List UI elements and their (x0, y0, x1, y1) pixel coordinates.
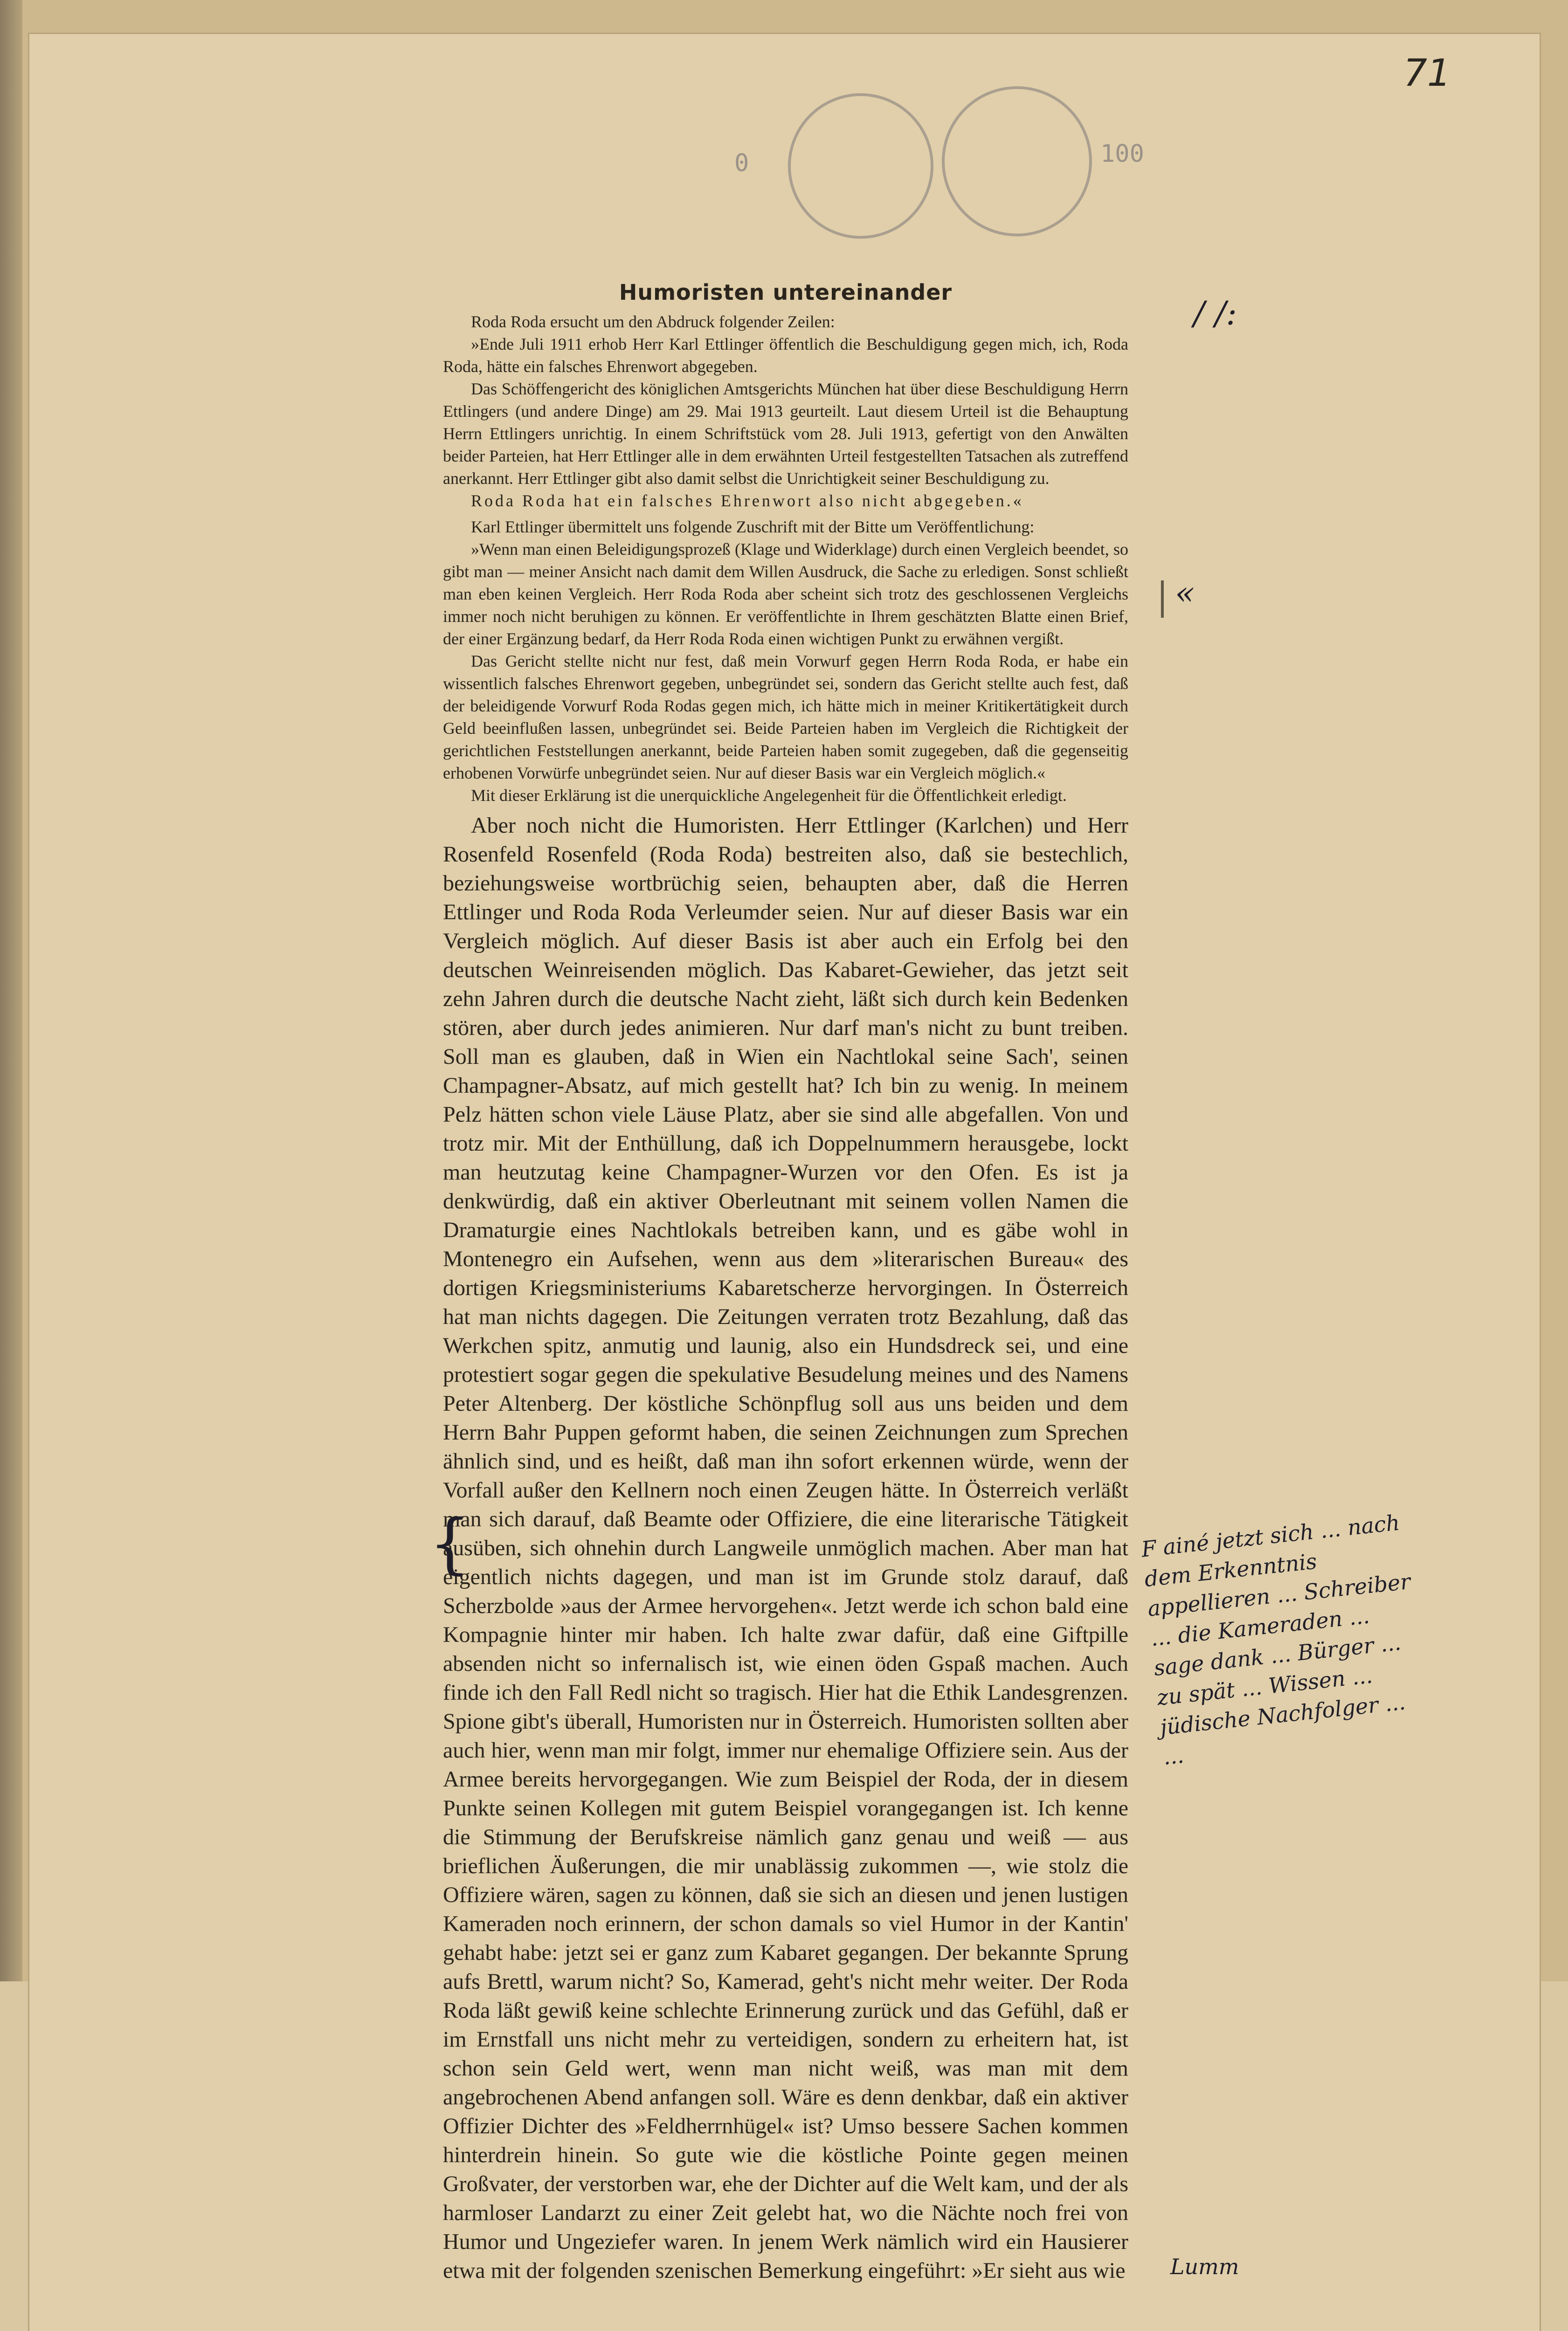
article-paragraph: Roda Roda hat ein falsches Ehrenwort also nicht abgegeben.« (471, 491, 1024, 510)
article-paragraph: »Ende Juli 1911 erhob Herr Karl Ettlinger öffentlich die Beschuldigung gegen mich, ich, Roda Roda, hätte ein falsches Ehrenwort abgegeben. (443, 335, 1128, 376)
article-paragraph: Das Schöffengericht des königlichen Amtsgerichts München hat über diese Beschuldigung Herrn Ettlingers (und andere Dinge) am 29. Mai 1913 geurteilt. Laut diesem Urteil ist die Behauptung Herrn Ettlingers unrichtig. In einem Schriftstück vom 28. Juli 1913, gefertigt von den Anwälten beider Parteien, hat Herr Ettlinger alle in dem erwähnten Urteil festgestellten Tatsachen als zutreffend anerkannt. Herr Ettlinger gibt also damit selbst die Unrichtigkeit seiner Beschuldigung zu. (443, 379, 1128, 488)
article-paragraph: Karl Ettlinger übermittelt uns folgende Zuschrift mit der Bitte um Veröffentlichung: (471, 517, 1035, 536)
article-paragraph: Roda Roda ersucht um den Abdruck folgender Zeilen: (471, 312, 835, 331)
stamp-left-text: 0 (734, 149, 749, 177)
stamp-right-text: 100 (1100, 140, 1144, 168)
margin-note-mid: « (1175, 574, 1195, 612)
article-paragraph: Mit dieser Erklärung ist die unerquickliche Angelegenheit für die Öffentlichkeit erledigt. (471, 786, 1067, 805)
postmark-stamp-left (788, 93, 933, 239)
article-paragraph: »Wenn man einen Beleidigungsprozeß (Klage und Widerklage) durch einen Vergleich beendet, so gibt man — meiner Ansicht nach damit dem Willen Ausdruck, die Sache zu erledigen. Sonst schließt man eben keinen Vergleich. Herr Roda Roda aber scheint sich trotz des geschlossenen Vergleichs immer noch nicht beruhigen zu können. Er veröffentlichte in Ihrem geschätzten Blatte einen Brief, der einer Ergänzung bedarf, da Herr Roda Roda einen wichtigen Punkt zu erwähnen vergißt. (443, 540, 1128, 648)
pencil-mark (1161, 580, 1164, 618)
margin-note-long: F ainé jetzt sich ... nach dem Erkenntnis appellieren ... Schreiber ... die Kameraden ... sage dank ... Bürger ... zu spät ... Wissen ... jüdische Nachfolger ... ... (1140, 1510, 1412, 1770)
article-paragraph: Aber noch nicht die Humoristen. Herr Ettlinger (Karlchen) und Herr Rosenfeld Rosenfeld (Roda Roda) bestreiten also, daß sie bestechlich, beziehungsweise wortbrüchig seien, behaupten aber, daß die Herren Ettlinger und Roda Roda Verleumder seien. Nur auf dieser Basis war ein Vergleich möglich. Auf dieser Basis ist aber auch ein Erfolg bei den deutschen Weinreisenden möglich. Das Kabaret-Gewieher, das jetzt seit zehn Jahren durch die deutsche Nacht zieht, läßt sich durch kein Bedenken stören, aber durch jedes animieren. Nur darf man's nicht zu bunt treiben. Soll man es glauben, daß in Wien ein Nachtlokal seine Sach', seinen Champagner-Absatz, auf mich gestellt hat? Ich bin zu wenig. In meinem Pelz hätten schon viele Läuse Platz, aber sie sind alle abgefallen. Von und trotz mir. Mit der Enthüllung, daß ich Doppelnummern herausgebe, lockt man heutzutag keine Champagner-Wurzen vor den Ofen. Es ist ja denkwürdig, daß ein aktiver Oberleutnant mit seinem vollen Namen die Dramaturgie eines Nachtlokals betreiben kann, und es gäbe wohl in Montenegro ein Aufsehen, wenn aus dem »literarischen Bureau« des dortigen Kriegsministeriums Kabaretscherze hervorgingen. In Österreich hat man nichts dagegen. Die Zeitungen verraten trotz Bezahlung, daß das Werkchen spitz, anmutig und launig, also ein Hundsdreck sei, und eine protestiert sogar gegen die spekulative Besudelung meines und des Namens Peter Altenberg. Der köstliche Schönpflug soll aus uns beiden und dem Herrn Bahr Puppen geformt haben, die seinen Zeichnungen zum Sprechen ähnlich sind, und es heißt, daß man ihn sofort erkennen würde, wenn der Vorfall außer den Kellnern noch einen Zeugen hätte. In Österreich verläßt man sich darauf, daß Beamte oder Offiziere, die eine literarische Tätigkeit ausüben, sich ohnehin durch Langweile unmöglich machen. Aber man hat eigentlich nichts dagegen, und man ist im Grunde stolz darauf, daß Scherzbolde »aus der Armee hervorgehen«. Jetzt werde ich schon bald eine Kompagnie hinter mir haben. Ich halte zwar dafür, daß eine Giftpille absenden nicht so infernalisch ist, wie einen öden Gspaß machen. Auch finde ich den Fall Redl nicht so tragisch. Hier hat die Ethik Landesgrenzen. Spione gibt's überall, Humoristen nur in Österreich. Humoristen sollten aber auch hier, wenn man mir folgt, immer nur ehemalige Offiziere sein. Aus der Armee bereits hervorgegangen. Wie zum Beispiel der Roda, der in diesem Punkte seinen Kollegen mit gutem Beispiel vorangegangen ist. Ich kenne die Stimmung der Berufskreise nämlich ganz genau und weiß — aus brieflichen Äußerungen, die mir unablässig zukommen —, wie stolz die Offiziere wären, sagen zu können, daß sie sich an diesen und jenen lustigen Kameraden noch erinnern, der schon damals so viel Humor in der Kantin' gehabt habe: jetzt sei er ganz zum Kabaret gegangen. Der bekannte Sprung aufs Brettl, warum nicht? So, Kamerad, geht's nicht mehr weiter. Der Roda Roda läßt gewiß keine schlechte Erinnerung zurück und das Gefühl, daß er im Ernstfall uns nicht mehr zu verteidigen, sondern zu erheitern hat, ist schon sein Geld wert, wenn man nicht weiß, was man mit dem angebrochenen Abend anfangen soll. Wäre es denn denkbar, daß ein aktiver Offizier Dichter des »Feldherrnhügel« ist? Umso bessere Sachen kommen hinterdrein hinein. So gute wie die köstliche Pointe gegen meinen Großvater, der verstorben war, ehe der Dichter auf die Welt kam, und der als harmloser Landarzt zu einer Zeit gelebt hat, wo die Nächte noch frei von Humor und Ungeziefer waren. In jenem Werk nämlich wird ein Hausierer etwa mit der folgenden szenischen Bemerkung eingeführt: »Er sieht aus wie (443, 813, 1128, 2283)
margin-brace: { (429, 1506, 471, 1582)
margin-note-bottom: Lumm (1170, 2254, 1239, 2279)
article-headline: Humoristen untereinander (619, 280, 953, 305)
binder-edge (0, 0, 22, 2005)
margin-note-top: / /: (1194, 294, 1237, 332)
article-column (443, 280, 1128, 2285)
article-paragraph: Das Gericht stellte nicht nur fest, daß mein Vorwurf gegen Herrn Roda Roda, er habe ein wissentlich falsches Ehrenwort gegeben, unbegründet sei, sondern das Gericht stellte auch fest, daß der beleidigende Vorwurf Roda Rodas gegen mich, ich hätte mich in meiner Kritikertätigkeit durch Geld beeinflußen lassen, unbegründet sei. Beide Parteien haben im Vergleich die Richtigkeit der gerichtlichen Feststellungen anerkannt, beide Parteien haben somit zugegeben, daß die gegenseitig erhobenen Vorwürfe unbegründet seien. Nur auf dieser Basis war ein Vergleich möglich.« (443, 652, 1128, 782)
page-number: 71 (1403, 51, 1451, 95)
postmark-stamp-right (942, 86, 1092, 236)
